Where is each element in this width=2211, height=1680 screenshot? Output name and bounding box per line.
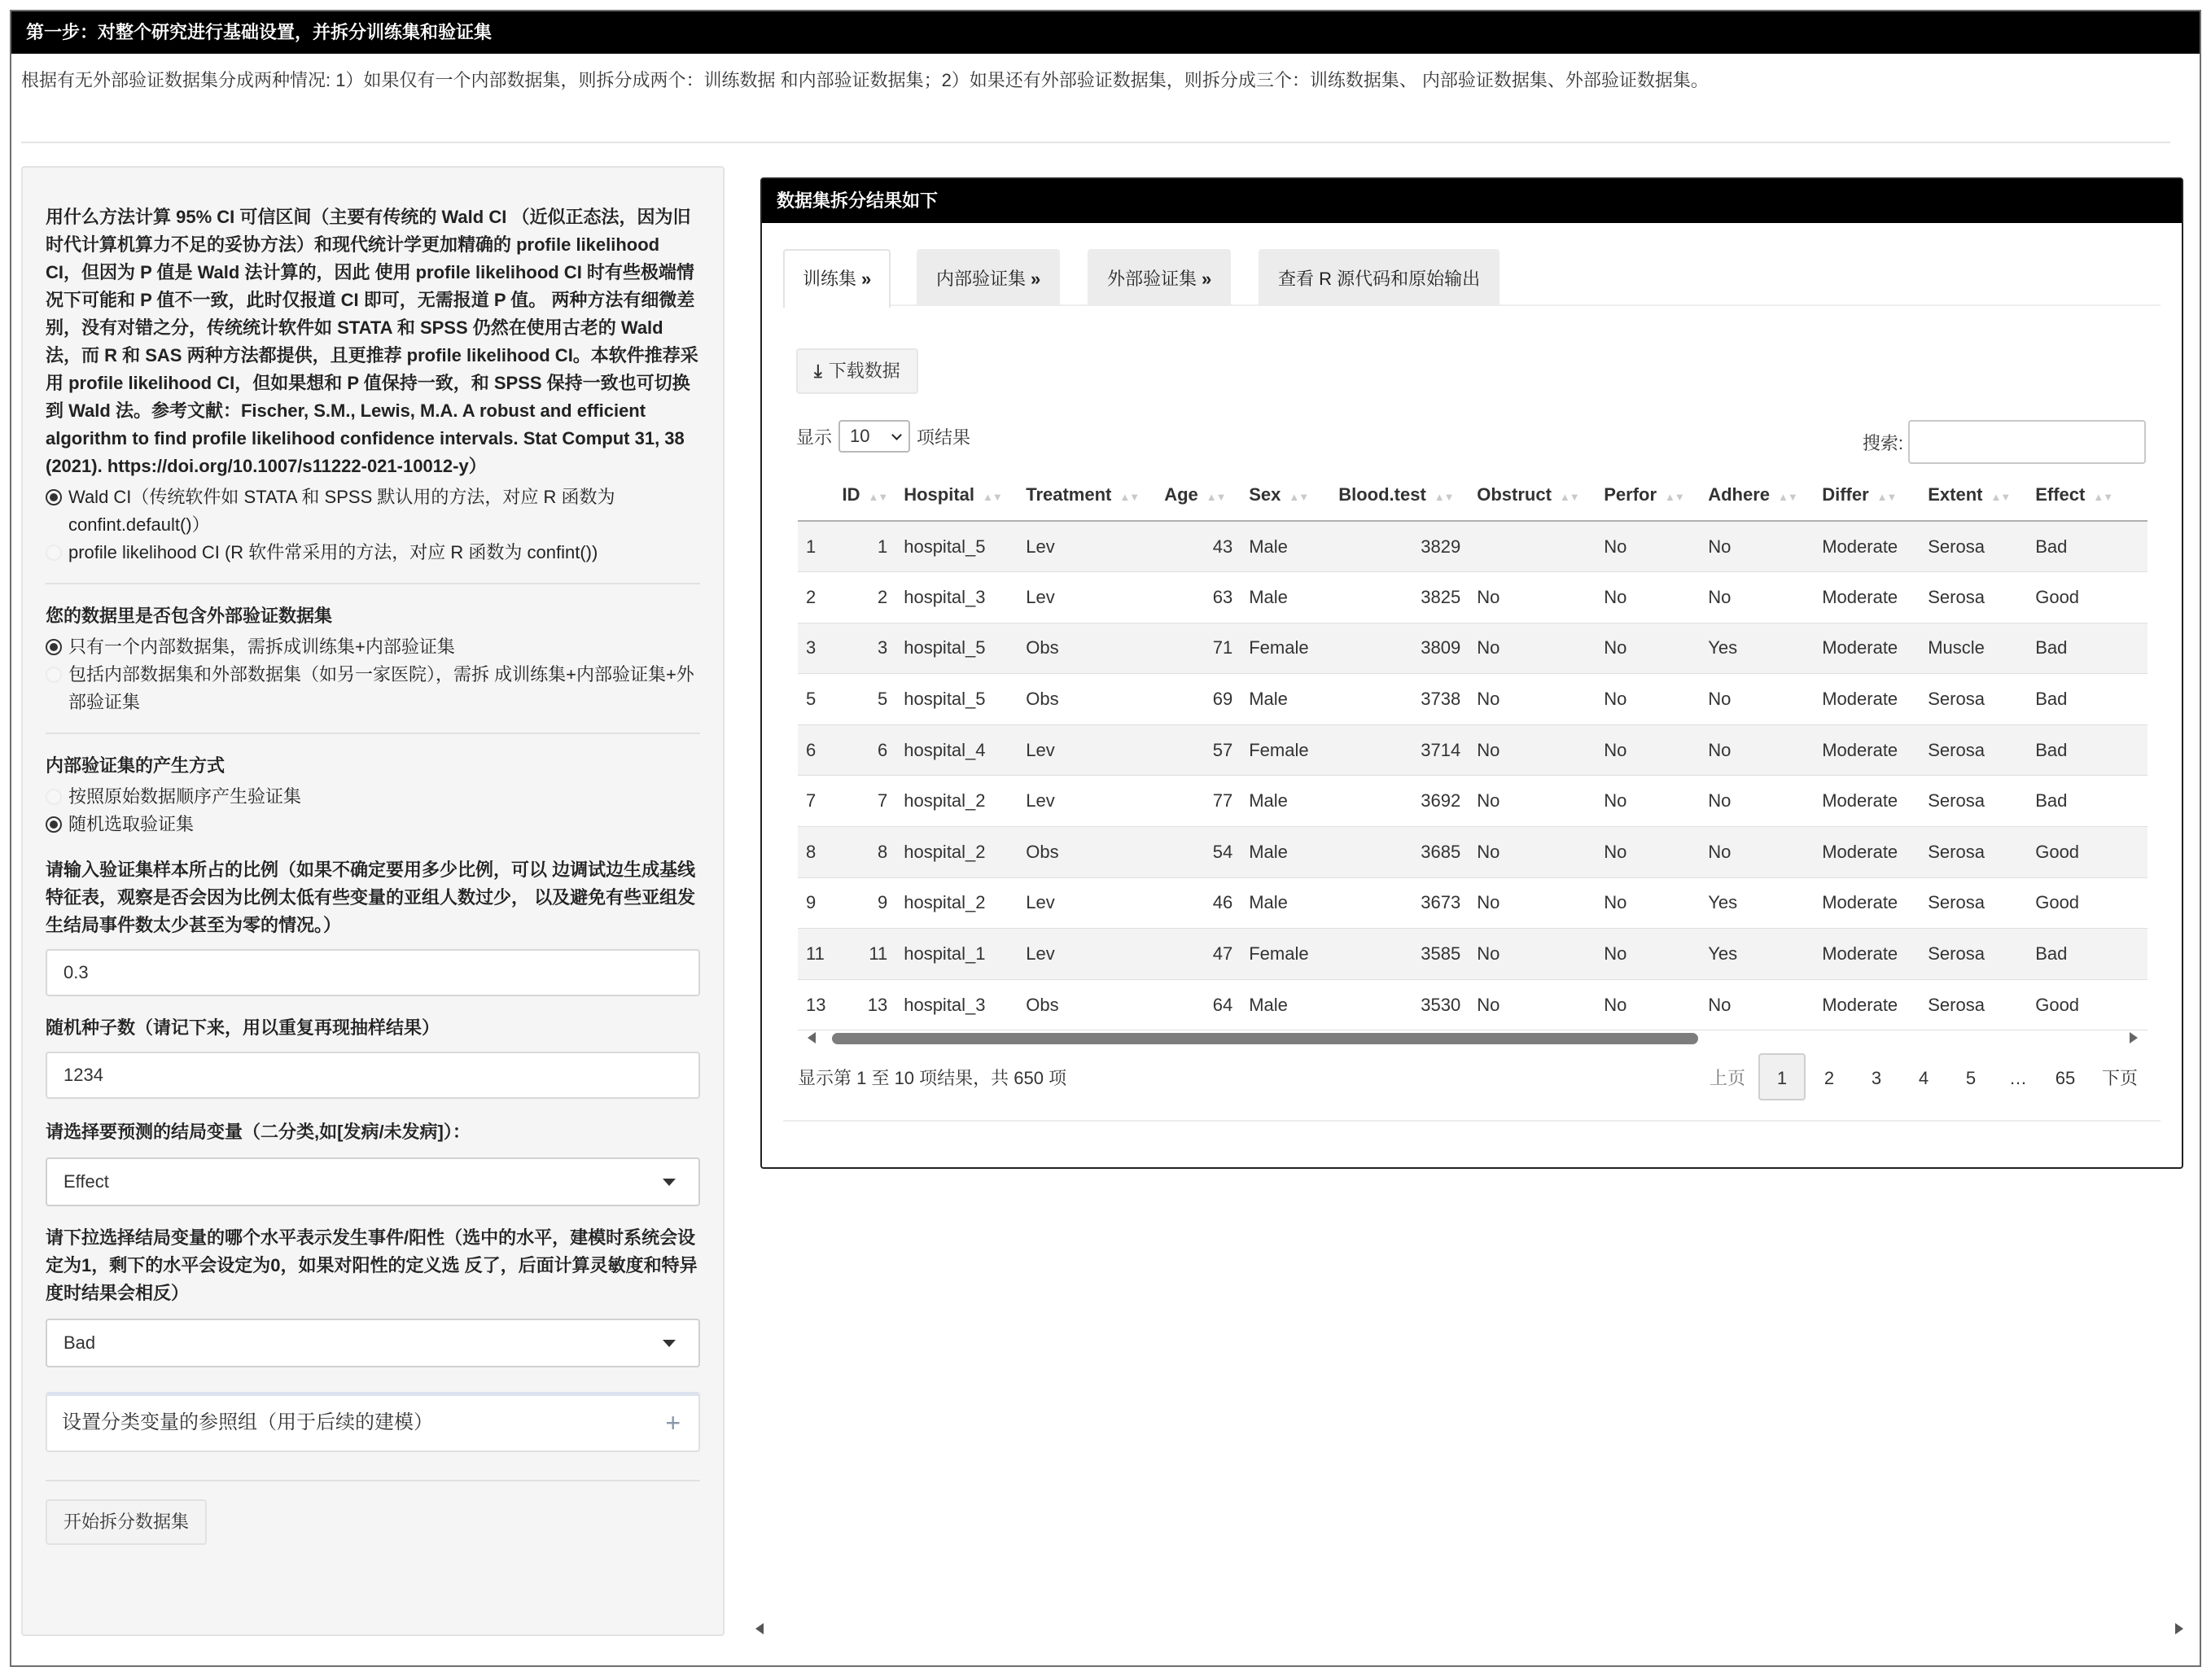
table-row[interactable]	[798, 979, 2148, 1030]
table-cell: No	[1700, 572, 1814, 623]
scroll-left-arrow-icon[interactable]	[808, 1032, 816, 1043]
table-cell: Lev	[1018, 521, 1156, 572]
table-cell: 3685	[1330, 827, 1469, 878]
double-chevron-right-icon: »	[1031, 269, 1041, 289]
table-cell: Bad	[2027, 724, 2148, 776]
outcome-select-value: Effect	[63, 1171, 109, 1192]
column-header-treatment[interactable]: Treatment ▲▼	[1018, 469, 1156, 521]
column-header-id[interactable]: ID ▲▼	[834, 469, 895, 521]
table-cell: 3673	[1330, 877, 1469, 929]
tab-bar	[783, 249, 2161, 306]
table-cell: hospital_4	[895, 724, 1018, 776]
table-cell: 57	[1156, 724, 1241, 776]
table-cell: No	[1469, 979, 1596, 1030]
positive-level-label: 请下拉选择结局变量的哪个水平表示发生事件/阳性（选中的水平，建模时系统会设定为1，剩下的水平会设定为0，如果对阳性的定义选 反了，后面计算灵敏度和特异度时结果会相反）	[46, 1227, 698, 1303]
sort-icon: ▲▼	[1206, 490, 1226, 503]
download-icon: ⤓	[814, 361, 822, 381]
table-cell: No	[1700, 827, 1814, 878]
table-info: 显示第 1 至 10 项结果，共 650 项	[798, 1068, 1067, 1088]
table-cell: Serosa	[1920, 521, 2027, 572]
table-row[interactable]	[798, 827, 2148, 878]
divider	[46, 1480, 700, 1481]
table-cell: 11	[798, 929, 834, 980]
table-cell: Good	[2027, 979, 2148, 1030]
table-cell: No	[1596, 877, 1700, 929]
table-cell: 77	[1156, 776, 1241, 827]
chevron-down-icon	[891, 430, 902, 440]
table-cell: No	[1469, 877, 1596, 929]
table-row[interactable]	[798, 929, 2148, 980]
table-cell: hospital_3	[895, 572, 1018, 623]
sort-icon: ▲▼	[1876, 490, 1897, 503]
table-cell: 8	[798, 827, 834, 878]
table-cell: Male	[1241, 776, 1330, 827]
pagination-ellipsis: …	[2008, 1068, 2027, 1088]
table-cell: 7	[834, 776, 895, 827]
table-cell: Male	[1241, 979, 1330, 1030]
sort-icon: ▲▼	[1289, 490, 1309, 503]
table-cell: 54	[1156, 827, 1241, 878]
reference-group-collapse[interactable]	[46, 1392, 700, 1452]
table-cell: hospital_5	[895, 623, 1018, 674]
table-cell: Serosa	[1920, 674, 2027, 725]
table-cell: No	[1700, 776, 1814, 827]
gen-option-sequential-label: 按照原始数据顺序产生验证集	[68, 786, 302, 807]
double-chevron-right-icon: »	[861, 269, 872, 289]
sort-icon: ▲▼	[2093, 490, 2113, 503]
ext-option-with-external[interactable]	[46, 661, 700, 716]
table-cell: No	[1596, 623, 1700, 674]
table-cell: Lev	[1018, 572, 1156, 623]
table-cell: Serosa	[1920, 979, 2027, 1030]
table-cell: Bad	[2027, 521, 2148, 572]
table-cell: Serosa	[1920, 877, 2027, 929]
page-length-select[interactable]	[838, 420, 910, 453]
show-suffix: 项结果	[917, 427, 971, 448]
tab-training-label: 训练集	[803, 269, 857, 289]
table-cell: Obs	[1018, 674, 1156, 725]
table-cell: Female	[1241, 724, 1330, 776]
table-search	[1863, 420, 2146, 464]
table-cell: No	[1469, 827, 1596, 878]
divider	[46, 733, 700, 734]
table-cell: 6	[834, 724, 895, 776]
outcome-label: 请选择要预测的结局变量（二分类,如[发病/未发病]）：	[46, 1122, 471, 1142]
table-cell: 6	[798, 724, 834, 776]
tab-r-source-label: 查看 R 源代码和原始输出	[1278, 269, 1481, 289]
radio-checked-icon[interactable]	[46, 816, 62, 833]
column-header-extent[interactable]: Extent ▲▼	[1920, 469, 2027, 521]
ratio-input[interactable]: 0.3	[46, 949, 700, 996]
tab-external-validation[interactable]	[1088, 249, 1231, 306]
table-cell: hospital_3	[895, 979, 1018, 1030]
table-cell: Male	[1241, 521, 1330, 572]
table-cell: 3738	[1330, 674, 1469, 725]
table-cell: Moderate	[1814, 877, 1920, 929]
sort-icon: ▲▼	[1119, 490, 1140, 503]
scroll-right-arrow-icon[interactable]	[2175, 1623, 2183, 1634]
results-panel	[760, 177, 2183, 1169]
table-cell: No	[1700, 979, 1814, 1030]
divider	[783, 1120, 2161, 1122]
radio-unchecked-icon[interactable]	[46, 667, 62, 683]
download-button[interactable]	[796, 348, 918, 394]
table-cell: Moderate	[1814, 776, 1920, 827]
tab-training[interactable]	[783, 249, 891, 308]
table-cell	[1469, 521, 1596, 572]
scroll-right-arrow-icon[interactable]	[2130, 1032, 2138, 1043]
reference-group-title: 设置分类变量的参照组（用于后续的建模）	[62, 1411, 433, 1433]
table-cell: No	[1596, 929, 1700, 980]
radio-unchecked-icon[interactable]	[46, 789, 62, 805]
table-cell: 3	[834, 623, 895, 674]
table-cell: Moderate	[1814, 521, 1920, 572]
table-cell: Serosa	[1920, 827, 2027, 878]
ext-option-internal-only[interactable]	[46, 633, 700, 661]
search-input[interactable]	[1908, 420, 2146, 464]
intro-text: 根据有无外部验证数据集分成两种情况: 1）如果仅有一个内部数据集，则拆分成两个：训练数据 和内部验证数据集；2）如果还有外部验证数据集，则拆分成三个：训练数据集、 内部验证数据集、外部验证数据集。	[21, 70, 1709, 90]
table-cell: Moderate	[1814, 929, 1920, 980]
table-cell: Male	[1241, 877, 1330, 929]
table-cell: hospital_5	[895, 674, 1018, 725]
table-cell: No	[1469, 724, 1596, 776]
column-header-perfor[interactable]: Perfor ▲▼	[1596, 469, 1700, 521]
show-prefix: 显示	[796, 427, 833, 448]
pagination-page[interactable]: 2	[1824, 1068, 1835, 1088]
table-cell: Female	[1241, 623, 1330, 674]
table-cell: 5	[834, 674, 895, 725]
column-header-age[interactable]: Age ▲▼	[1156, 469, 1241, 521]
table-cell: 3714	[1330, 724, 1469, 776]
tab-r-source[interactable]	[1259, 249, 1500, 306]
table-cell: 3530	[1330, 979, 1469, 1030]
table-cell: Good	[2027, 877, 2148, 929]
table-cell: 13	[798, 979, 834, 1030]
sort-icon: ▲▼	[868, 490, 888, 503]
table-cell: Moderate	[1814, 674, 1920, 725]
pagination-page[interactable]: 3	[1871, 1068, 1882, 1088]
settings-panel	[21, 166, 725, 1636]
table-cell: hospital_2	[895, 776, 1018, 827]
sort-icon: ▲▼	[1990, 490, 2011, 503]
ci-method-label: 用什么方法计算 95% CI 可信区间（主要有传统的 Wald CI （近似正态法，因为旧时代计算机算力不足的妥协方法）和现代统计学更加精确的 profile likelihood CI，但因为 P 值是 Wald 法计算的，因此 使用 profile likelihood CI 时有些极端情况下可能和 P 值不一致，此时仅报道 CI 即可，无需报道 P 值。 两种方法有细微差别，没有对错之分，传统统计软件如 STATA 和 SPSS 仍然在使用古老的 Wald 法，而 R 和 SAS 两种方法都提供，且更推荐 profile likelihood CI。本软件推荐采用 profile likelihood CI，但如果想和 P 值保持一致，和 SPSS 保持一致也可切换到 Wald 法。参考文献：Fischer, S.M., Lewis, M.A. A robust and efficient algorithm to find profile likelihood confidence intervals. Stat Comput 31, 38 (2021). https://doi.org/10.1007/s11222-021-10012-y）	[46, 207, 698, 476]
table-row[interactable]	[798, 623, 2148, 674]
table-body	[798, 521, 2148, 1030]
table-cell: Female	[1241, 929, 1330, 980]
table-cell: 3809	[1330, 623, 1469, 674]
table-cell: No	[1596, 776, 1700, 827]
table-cell: 13	[834, 979, 895, 1030]
table-cell: Obs	[1018, 979, 1156, 1030]
table-cell: Male	[1241, 674, 1330, 725]
table-cell: 7	[798, 776, 834, 827]
ext-option-internal-only-label: 只有一个内部数据集，需拆成训练集+内部验证集	[68, 637, 455, 657]
table-cell: Bad	[2027, 776, 2148, 827]
table-cell: Lev	[1018, 877, 1156, 929]
gen-option-random-label: 随机选取验证集	[68, 814, 195, 834]
data-table	[798, 469, 2148, 1030]
ci-option-profile-label: profile likelihood CI (R 软件常采用的方法，对应 R 函数为 confint())	[68, 542, 598, 562]
table-cell: Moderate	[1814, 979, 1920, 1030]
double-chevron-right-icon: »	[1202, 269, 1212, 289]
table-cell: Obs	[1018, 827, 1156, 878]
table-cell: Serosa	[1920, 776, 2027, 827]
column-header-sex[interactable]: Sex ▲▼	[1241, 469, 1330, 521]
table-cell: 1	[798, 521, 834, 572]
table-cell: No	[1700, 521, 1814, 572]
table-cell: Good	[2027, 827, 2148, 878]
table-cell: Moderate	[1814, 827, 1920, 878]
table-cell: 47	[1156, 929, 1241, 980]
table-cell: Lev	[1018, 776, 1156, 827]
table-cell: 43	[1156, 521, 1241, 572]
search-label: 搜索:	[1862, 432, 1903, 453]
table-cell: 69	[1156, 674, 1241, 725]
tab-internal-validation-label: 内部验证集	[936, 269, 1027, 289]
table-cell: Bad	[2027, 623, 2148, 674]
external-dataset-label: 您的数据里是否包含外部验证数据集	[46, 606, 333, 626]
table-cell: 3825	[1330, 572, 1469, 623]
table-row[interactable]	[798, 521, 2148, 572]
table-cell: 5	[798, 674, 834, 725]
table-horizontal-scrollbar[interactable]	[798, 1030, 2148, 1045]
column-header-effect[interactable]: Effect ▲▼	[2027, 469, 2148, 521]
column-header-rownum[interactable]	[798, 469, 834, 521]
scrollbar-thumb[interactable]	[832, 1033, 1698, 1044]
ci-option-wald[interactable]	[46, 483, 700, 539]
table-cell: Lev	[1018, 724, 1156, 776]
table-cell: Moderate	[1814, 724, 1920, 776]
table-cell: 2	[798, 572, 834, 623]
table-cell: 64	[1156, 979, 1241, 1030]
page-horizontal-scrollbar[interactable]	[752, 1621, 2187, 1636]
table-row[interactable]	[798, 674, 2148, 725]
column-header-hospital[interactable]: Hospital ▲▼	[895, 469, 1018, 521]
table-cell: 3585	[1330, 929, 1469, 980]
table-cell: No	[1596, 827, 1700, 878]
ci-option-profile[interactable]	[46, 539, 700, 567]
table-cell: Serosa	[1920, 929, 2027, 980]
sort-icon: ▲▼	[1559, 490, 1579, 503]
table-cell: No	[1469, 674, 1596, 725]
ci-option-wald-label: Wald CI（传统软件如 STATA 和 SPSS 默认用的方法，对应 R 函数为 confint.default()）	[68, 487, 615, 535]
table-row[interactable]	[798, 724, 2148, 776]
pagination-prev[interactable]: 上页	[1709, 1068, 1745, 1088]
table-cell: 46	[1156, 877, 1241, 929]
table-cell: Bad	[2027, 674, 2148, 725]
radio-unchecked-icon[interactable]	[46, 545, 62, 561]
table-cell: No	[1596, 521, 1700, 572]
table-cell: hospital_5	[895, 521, 1018, 572]
sort-icon: ▲▼	[983, 490, 1002, 503]
pagination-page[interactable]: 4	[1918, 1068, 1929, 1088]
table-cell: No	[1596, 724, 1700, 776]
pagination	[1697, 1053, 2151, 1100]
sort-icon: ▲▼	[1778, 490, 1797, 503]
table-cell: hospital_2	[895, 827, 1018, 878]
table-header-row	[798, 469, 2148, 521]
page-header: 第一步：对整个研究进行基础设置，并拆分训练集和验证集	[11, 11, 2200, 54]
table-cell: Muscle	[1920, 623, 2027, 674]
table-cell: hospital_2	[895, 877, 1018, 929]
tab-internal-validation[interactable]	[917, 249, 1060, 306]
table-cell: No	[1596, 674, 1700, 725]
table-cell: No	[1596, 572, 1700, 623]
plus-icon[interactable]: +	[665, 1408, 681, 1437]
table-cell: No	[1469, 572, 1596, 623]
divider	[46, 583, 700, 584]
seed-input[interactable]: 1234	[46, 1052, 700, 1099]
ext-option-with-external-label: 包括内部数据集和外部数据集（如另一家医院），需拆 成训练集+内部验证集+外部验证集	[68, 664, 694, 712]
ratio-label: 请输入验证集样本所占的比例（如果不确定要用多少比例，可以 边调试边生成基线特征表，观察是否会因为比例太低有些变量的亚组人数过少， 以及避免有些亚组发生结局事件数太少甚至为零的情况。）	[46, 860, 696, 935]
seed-label: 随机种子数（请记下来，用以重复再现抽样结果）	[46, 1017, 440, 1038]
table-cell: Good	[2027, 572, 2148, 623]
table-row[interactable]	[798, 877, 2148, 929]
table-cell: Yes	[1700, 877, 1814, 929]
outcome-select[interactable]	[46, 1157, 700, 1206]
chevron-down-icon	[663, 1340, 676, 1347]
table-cell: 2	[834, 572, 895, 623]
table-cell: 9	[798, 877, 834, 929]
column-header-differ[interactable]: Differ ▲▼	[1814, 469, 1920, 521]
table-cell: No	[1469, 776, 1596, 827]
table-cell: No	[1700, 724, 1814, 776]
table-cell: Yes	[1700, 929, 1814, 980]
gen-option-random[interactable]	[46, 811, 700, 838]
validation-generation-label: 内部验证集的产生方式	[46, 755, 225, 776]
table-row[interactable]	[798, 776, 2148, 827]
sort-icon: ▲▼	[1665, 490, 1684, 503]
table-cell: Moderate	[1814, 572, 1920, 623]
chevron-down-icon	[663, 1179, 676, 1186]
table-cell: Lev	[1018, 929, 1156, 980]
download-label: 下载数据	[828, 361, 900, 381]
table-row[interactable]	[798, 572, 2148, 623]
scroll-left-arrow-icon[interactable]	[755, 1623, 764, 1634]
table-cell: 63	[1156, 572, 1241, 623]
radio-checked-icon[interactable]	[46, 639, 62, 655]
table-cell: Moderate	[1814, 623, 1920, 674]
pagination-page[interactable]: 65	[2055, 1068, 2076, 1088]
sort-icon: ▲▼	[1434, 490, 1454, 503]
table-cell: 3	[798, 623, 834, 674]
table-cell: No	[1469, 929, 1596, 980]
table-cell: Bad	[2027, 929, 2148, 980]
pagination-page[interactable]: 5	[1965, 1068, 1977, 1088]
pagination-next[interactable]: 下页	[2101, 1068, 2138, 1088]
table-cell: Yes	[1700, 623, 1814, 674]
table-cell: No	[1700, 674, 1814, 725]
column-header-obstruct[interactable]: Obstruct ▲▼	[1469, 469, 1596, 521]
table-cell: Male	[1241, 572, 1330, 623]
table-cell: 3829	[1330, 521, 1469, 572]
page-length-control	[796, 420, 970, 453]
positive-level-select[interactable]	[46, 1319, 700, 1367]
start-split-button[interactable]: 开始拆分数据集	[46, 1499, 207, 1545]
table-cell: No	[1596, 979, 1700, 1030]
table-cell: 3692	[1330, 776, 1469, 827]
table-cell: 11	[834, 929, 895, 980]
table-cell: No	[1469, 623, 1596, 674]
table-cell: 8	[834, 827, 895, 878]
positive-level-select-value: Bad	[63, 1332, 96, 1353]
page-length-value: 10	[850, 426, 870, 446]
results-title: 数据集拆分结果如下	[762, 179, 2182, 223]
table-cell: Serosa	[1920, 724, 2027, 776]
radio-checked-icon[interactable]	[46, 489, 62, 505]
table-cell: Serosa	[1920, 572, 2027, 623]
column-header-adhere[interactable]: Adhere ▲▼	[1700, 469, 1814, 521]
column-header-blood-test[interactable]: Blood.test ▲▼	[1330, 469, 1469, 521]
table-cell: 9	[834, 877, 895, 929]
table-cell: 71	[1156, 623, 1241, 674]
divider	[21, 142, 2170, 143]
table-cell: Obs	[1018, 623, 1156, 674]
table-cell: hospital_1	[895, 929, 1018, 980]
tab-external-validation-label: 外部验证集	[1107, 269, 1197, 289]
table-cell: 1	[834, 521, 895, 572]
pagination-page[interactable]: 1	[1758, 1053, 1806, 1100]
table-cell: Male	[1241, 827, 1330, 878]
gen-option-sequential[interactable]	[46, 783, 700, 811]
